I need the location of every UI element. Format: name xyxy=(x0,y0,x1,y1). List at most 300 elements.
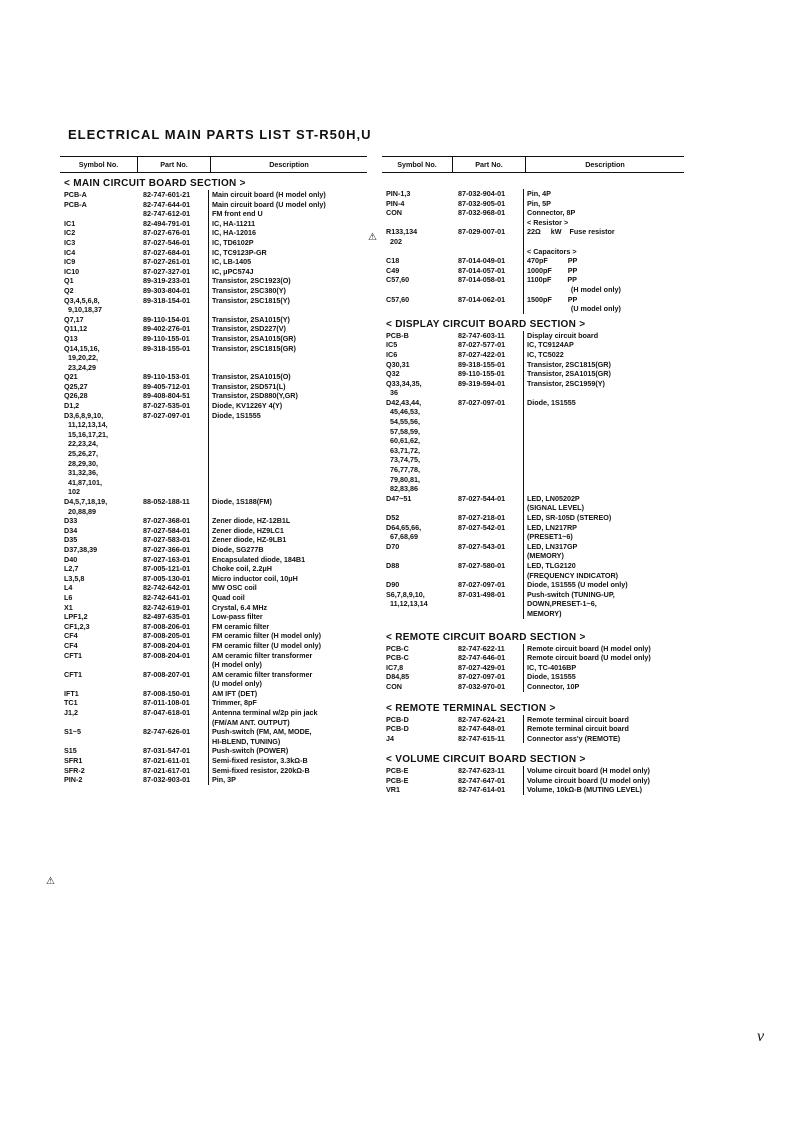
part-number-cell xyxy=(452,436,524,446)
description-header: Description xyxy=(585,159,625,169)
table-row xyxy=(60,698,367,708)
symbol-cell xyxy=(382,551,452,561)
symbol-cell xyxy=(382,503,452,513)
part-number-cell xyxy=(137,718,209,728)
symbol-cell xyxy=(382,218,452,228)
symbol-cell: 11,12,13,14, xyxy=(64,420,108,430)
description-cell: Pin, 5P xyxy=(527,198,551,208)
table-row xyxy=(60,535,367,545)
symbol-header: Symbol No. xyxy=(60,157,138,172)
part-number-cell: 82-747-615-11 xyxy=(452,734,524,744)
symbol-cell: L4 xyxy=(64,583,73,593)
table-row xyxy=(60,382,367,392)
symbol-cell: Q25,27 xyxy=(64,381,88,391)
part-number-cell xyxy=(452,304,524,314)
description-cell: Remote terminal circuit board xyxy=(527,714,629,724)
description-cell xyxy=(209,305,367,315)
part-number-cell: 87-027-584-01 xyxy=(137,526,209,536)
remote-circuit-board-rows xyxy=(382,644,684,692)
table-row xyxy=(60,651,367,661)
symbol-cell: CON xyxy=(386,208,402,218)
symbol-cell: D47~51 xyxy=(386,493,412,503)
symbol-cell: D33 xyxy=(64,516,78,526)
symbol-cell: Q3,4,5,6,8, xyxy=(64,295,100,305)
part-number-cell: 87-014-062-01 xyxy=(452,295,524,305)
safety-warning-icon: ⚠ xyxy=(368,232,377,243)
table-row xyxy=(60,401,367,411)
table-row xyxy=(60,267,367,277)
description-cell: IC, TC-4016BP xyxy=(527,662,577,672)
description-cell: (U model only) xyxy=(212,679,262,689)
table-row xyxy=(60,766,367,776)
description-cell: Volume, 10kΩ-B (MUTING LEVEL) xyxy=(527,785,643,795)
table-row xyxy=(60,746,367,756)
part-number-cell: 82-747-603-11 xyxy=(452,331,524,341)
symbol-cell: PCB-A xyxy=(64,190,87,199)
description-cell: Diode, KV1226Y 4(Y) xyxy=(212,401,283,411)
table-row xyxy=(382,388,684,398)
table-row xyxy=(60,305,367,315)
symbol-cell xyxy=(382,247,452,257)
symbol-cell: PCB-D xyxy=(386,714,409,724)
part-number-cell xyxy=(137,459,209,469)
table-row xyxy=(382,599,684,609)
part-number-cell: 87-027-422-01 xyxy=(452,350,524,360)
table-row xyxy=(60,296,367,306)
table-row xyxy=(382,218,684,228)
part-number-cell xyxy=(452,503,524,513)
symbol-cell: Q21 xyxy=(64,372,78,382)
table-row xyxy=(60,478,367,488)
description-cell xyxy=(524,427,684,437)
description-cell xyxy=(209,478,367,488)
description-cell: (SIGNAL LEVEL) xyxy=(527,503,584,513)
part-number-cell xyxy=(137,737,209,747)
description-cell: IC, HA-12016 xyxy=(212,228,256,238)
symbol-cell: D4,5,7,18,19, xyxy=(64,497,108,506)
table-row xyxy=(60,439,367,449)
table-row xyxy=(382,247,684,257)
description-cell: Choke coil, 2.2μH xyxy=(212,564,272,574)
symbol-cell: PCB-C xyxy=(386,643,409,653)
description-cell: Connector, 10P xyxy=(527,681,580,691)
table-row xyxy=(60,622,367,632)
description-cell: LED, LN217RP xyxy=(527,522,577,532)
table-row xyxy=(60,708,367,718)
part-number-cell: 89-110-153-01 xyxy=(137,372,209,382)
part-number-cell: 87-011-108-01 xyxy=(137,698,209,708)
description-cell: FM ceramic filter xyxy=(212,621,270,631)
symbol-cell: C57,60 xyxy=(386,294,410,304)
part-number-cell: 87-008-207-01 xyxy=(137,670,209,680)
table-row xyxy=(60,574,367,584)
description-cell: < Resistor > xyxy=(527,217,569,227)
symbol-cell: PCB-D xyxy=(386,724,409,734)
table-row xyxy=(60,257,367,267)
table-row xyxy=(60,507,367,517)
part-number-cell: 89-318-154-01 xyxy=(137,296,209,306)
part-number-cell xyxy=(452,237,524,247)
symbol-cell: 60,61,62, xyxy=(386,436,420,446)
symbol-cell: CON xyxy=(386,681,402,691)
table-row xyxy=(382,227,684,237)
description-cell: FM front end U xyxy=(212,209,263,219)
symbol-cell: PCB-E xyxy=(386,766,409,776)
part-number-cell xyxy=(137,449,209,459)
part-number-cell xyxy=(452,475,524,485)
symbol-cell: D40 xyxy=(64,554,78,564)
description-cell: Connector, 8P xyxy=(527,208,576,218)
description-cell: AM ceramic filter transformer xyxy=(212,650,313,660)
symbol-cell: D84,85 xyxy=(386,672,410,682)
symbol-cell: CFT1 xyxy=(64,650,82,660)
symbol-cell: PCB-B xyxy=(386,330,409,340)
description-cell: LED, TLG2120 xyxy=(527,560,576,570)
part-number-cell xyxy=(452,532,524,542)
part-number-cell: 87-008-205-01 xyxy=(137,631,209,641)
description-cell: Transistor, 2SA1015(GR) xyxy=(527,369,611,379)
description-cell: IC, TD6102P xyxy=(212,237,254,247)
description-cell: IC, TC9123P-GR xyxy=(212,247,267,257)
symbol-cell: D3,6,8,9,10, xyxy=(64,410,104,420)
description-cell: (H model only) xyxy=(527,284,621,294)
description-cell: Antenna terminal w/2p pin jack xyxy=(212,708,318,718)
part-number-cell: 87-032-968-01 xyxy=(452,208,524,218)
symbol-cell: 202 xyxy=(386,236,402,246)
table-row xyxy=(60,209,367,219)
part-number-cell: 87-027-543-01 xyxy=(452,542,524,552)
symbol-cell: Q1 xyxy=(64,276,74,286)
symbol-cell: CF1,2,3 xyxy=(64,621,90,631)
symbol-cell: S1~5 xyxy=(64,727,81,737)
description-cell: Pin, 3P xyxy=(212,775,236,785)
part-number-cell xyxy=(452,609,524,619)
table-row xyxy=(60,631,367,641)
description-cell xyxy=(209,468,367,478)
description-cell: 1500pF PP xyxy=(527,294,578,304)
description-cell xyxy=(524,417,684,427)
symbol-cell: C18 xyxy=(386,256,400,266)
description-cell: FM ceramic filter (H model only) xyxy=(212,631,322,641)
description-cell xyxy=(209,487,367,497)
description-cell: Transistor, 2SC1815(GR) xyxy=(212,343,296,353)
part-number-cell: 87-027-218-01 xyxy=(452,513,524,523)
part-number-cell: 87-008-206-01 xyxy=(137,622,209,632)
symbol-cell: 15,16,17,21, xyxy=(64,429,108,439)
description-cell xyxy=(209,420,367,430)
description-cell: (FREQUENCY INDICATOR) xyxy=(527,570,619,580)
part-number-cell: 82-747-646-01 xyxy=(452,653,524,663)
symbol-cell: 25,26,27, xyxy=(64,449,98,459)
part-number-cell: 87-027-163-01 xyxy=(137,555,209,565)
part-number-cell xyxy=(452,455,524,465)
part-number-cell xyxy=(137,679,209,689)
description-cell: (U model only) xyxy=(527,304,621,314)
description-cell xyxy=(524,475,684,485)
part-number-cell: 89-318-155-01 xyxy=(137,344,209,354)
table-row xyxy=(382,199,684,209)
description-cell xyxy=(524,237,684,247)
right-parts-column xyxy=(382,156,684,795)
description-cell: Transistor, 2SD227(V) xyxy=(212,324,286,334)
part-number-cell: 87-027-366-01 xyxy=(137,545,209,555)
symbol-cell: 41,87,101, xyxy=(64,477,102,487)
description-cell: Transistor, 2SA1015(GR) xyxy=(212,333,296,343)
symbol-cell: Q2 xyxy=(64,285,74,295)
table-row xyxy=(382,523,684,533)
description-cell xyxy=(209,507,367,517)
table-row xyxy=(60,487,367,497)
table-row xyxy=(382,208,684,218)
description-cell: Diode, 1S1555 xyxy=(527,672,576,682)
description-cell: Push-switch (FM, AM, MODE, xyxy=(212,727,312,737)
part-number-cell: 89-408-804-51 xyxy=(137,391,209,401)
description-cell: DOWN,PRESET-1~6, xyxy=(527,599,597,609)
table-row xyxy=(60,583,367,593)
description-cell: AM ceramic filter transformer xyxy=(212,669,313,679)
description-cell xyxy=(524,446,684,456)
table-row xyxy=(382,256,684,266)
description-cell: Main circuit board (U model only) xyxy=(212,199,326,209)
table-row xyxy=(60,363,367,373)
table-row xyxy=(382,407,684,417)
part-number-cell xyxy=(452,484,524,494)
part-number-cell: 82-747-647-01 xyxy=(452,776,524,786)
part-number-cell: 82-742-619-01 xyxy=(137,603,209,613)
part-number-cell xyxy=(137,487,209,497)
table-row xyxy=(382,398,684,408)
part-number-cell: 87-032-905-01 xyxy=(452,199,524,209)
left-parts-column xyxy=(60,156,367,785)
description-cell xyxy=(209,353,367,363)
part-number-cell: 87-027-097-01 xyxy=(452,398,524,408)
symbol-cell: L6 xyxy=(64,592,73,602)
main-circuit-board-continued-rows xyxy=(382,189,684,314)
symbol-cell: CFT1 xyxy=(64,669,82,679)
symbol-cell: Q7,17 xyxy=(64,314,84,324)
description-cell: Diode, 1S188(FM) xyxy=(212,497,272,506)
symbol-cell: D88 xyxy=(386,560,400,570)
symbol-cell: Q13 xyxy=(64,333,78,343)
symbol-cell: PCB-E xyxy=(386,775,409,785)
description-cell: MW OSC coil xyxy=(212,583,257,593)
description-cell xyxy=(209,363,367,373)
table-row xyxy=(382,609,684,619)
symbol-cell: 19,20,22, xyxy=(64,353,98,363)
part-number-cell: 87-014-057-01 xyxy=(452,266,524,276)
description-cell xyxy=(209,459,367,469)
table-row xyxy=(382,551,684,561)
part-number-cell xyxy=(137,420,209,430)
symbol-cell: 23,24,29 xyxy=(64,362,96,372)
description-cell: HI-BLEND, TUNING) xyxy=(212,736,281,746)
description-cell: Volume circuit board (U model only) xyxy=(527,775,650,785)
part-number-cell: 87-027-327-01 xyxy=(137,267,209,277)
table-row xyxy=(60,276,367,286)
table-row xyxy=(60,219,367,229)
table-row xyxy=(382,427,684,437)
symbol-cell: Q32 xyxy=(386,369,400,379)
description-cell: Remote terminal circuit board xyxy=(527,724,629,734)
symbol-cell: R133,134 xyxy=(386,227,418,237)
symbol-cell: Q11,12 xyxy=(64,324,88,334)
symbol-cell: IC9 xyxy=(64,257,76,267)
part-number-cell: 87-032-970-01 xyxy=(452,682,524,692)
description-cell: < Capacitors > xyxy=(527,246,577,256)
symbol-cell: D70 xyxy=(386,541,400,551)
part-number-cell xyxy=(452,417,524,427)
description-cell: Zener diode, HZ9LC1 xyxy=(212,525,284,535)
symbol-cell: D35 xyxy=(64,535,78,545)
part-number-cell: 82-747-648-01 xyxy=(452,724,524,734)
symbol-cell: 73,74,75, xyxy=(386,455,420,465)
description-cell: IC, HA-11211 xyxy=(212,218,256,228)
description-cell xyxy=(524,455,684,465)
symbol-cell: D34 xyxy=(64,525,78,535)
symbol-cell: S6,7,8,9,10, xyxy=(386,589,425,599)
description-cell: Diode, SG277B xyxy=(212,544,264,554)
description-cell: Remote circuit board (H model only) xyxy=(527,643,651,653)
description-cell: Volume circuit board (H model only) xyxy=(527,766,650,776)
table-row xyxy=(382,644,684,654)
symbol-cell: IC2 xyxy=(64,228,76,238)
table-row xyxy=(382,360,684,370)
table-row xyxy=(60,200,367,210)
symbol-cell: PIN-2 xyxy=(64,775,83,785)
table-row xyxy=(60,670,367,680)
part-number-cell xyxy=(137,430,209,440)
table-row xyxy=(60,555,367,565)
table-row xyxy=(382,766,684,776)
remote-terminal-rows xyxy=(382,715,684,744)
symbol-cell: 67,68,69 xyxy=(386,532,418,542)
table-row xyxy=(382,580,684,590)
symbol-cell: IC5 xyxy=(386,340,398,350)
part-number-cell xyxy=(137,353,209,363)
description-cell: Transistor, 2SC1959(Y) xyxy=(527,378,605,388)
symbol-cell: D37,38,39 xyxy=(64,544,98,554)
symbol-cell: SFR1 xyxy=(64,756,83,766)
description-cell: MEMORY) xyxy=(527,608,562,618)
symbol-cell: 57,58,59, xyxy=(386,426,420,436)
part-number-cell: 82-747-644-01 xyxy=(137,200,209,210)
description-cell: Transistor, 2SD880(Y,GR) xyxy=(212,391,298,401)
symbol-cell: D64,65,66, xyxy=(386,522,422,532)
description-cell: Transistor, 2SC1815(GR) xyxy=(527,359,611,369)
description-cell xyxy=(524,484,684,494)
table-row xyxy=(382,590,684,600)
table-row xyxy=(382,571,684,581)
symbol-cell: S15 xyxy=(64,746,77,756)
left-table-header xyxy=(60,156,367,173)
symbol-cell: 82,83,86 xyxy=(386,484,418,494)
symbol-cell: D52 xyxy=(386,513,400,522)
part-number-cell: 87-008-150-01 xyxy=(137,689,209,699)
table-row xyxy=(382,682,684,692)
part-number-cell: 82-747-626-01 xyxy=(137,727,209,737)
symbol-cell: Q30,31 xyxy=(386,359,410,369)
part-number-cell: 87-031-547-01 xyxy=(137,746,209,756)
part-number-cell: 89-405-712-01 xyxy=(137,382,209,392)
symbol-cell xyxy=(60,209,137,219)
symbol-cell: VR1 xyxy=(386,785,400,795)
symbol-cell xyxy=(382,285,452,295)
part-number-cell: 82-494-791-01 xyxy=(137,219,209,229)
part-number-cell: 87-014-049-01 xyxy=(452,256,524,266)
table-row xyxy=(382,653,684,663)
table-row xyxy=(382,189,684,199)
table-row xyxy=(60,679,367,689)
symbol-cell: 36 xyxy=(386,388,398,398)
description-cell: IC, LB-1405 xyxy=(212,257,252,267)
table-row xyxy=(382,503,684,513)
description-cell xyxy=(209,449,367,459)
description-header: Description xyxy=(269,159,309,169)
symbol-cell: 11,12,13,14 xyxy=(386,599,428,609)
description-cell: Transistor, 2SD571(L) xyxy=(212,381,286,391)
part-number-cell: 87-027-261-01 xyxy=(137,257,209,267)
symbol-cell xyxy=(60,718,137,728)
table-row xyxy=(382,275,684,285)
part-number-cell xyxy=(452,446,524,456)
right-table-header xyxy=(382,156,684,173)
part-number-cell xyxy=(137,363,209,373)
part-number-cell: 87-027-429-01 xyxy=(452,663,524,673)
description-cell xyxy=(524,388,684,398)
description-cell: Transistor, 2SC1815(Y) xyxy=(212,295,290,305)
table-row xyxy=(382,455,684,465)
table-row xyxy=(382,417,684,427)
table-row xyxy=(60,497,367,507)
part-number-cell: 87-027-542-01 xyxy=(452,523,524,533)
part-number-cell: 87-005-130-01 xyxy=(137,574,209,584)
part-number-cell xyxy=(452,571,524,581)
description-cell: LED, LN05202P xyxy=(527,493,580,503)
symbol-cell: L3,5,8 xyxy=(64,573,85,583)
description-cell: Diode, 1S1555 xyxy=(212,410,261,420)
symbol-cell: 76,77,78, xyxy=(386,465,420,475)
remote-terminal-section-title: < REMOTE TERMINAL SECTION > xyxy=(386,702,556,714)
table-row xyxy=(60,411,367,421)
table-row xyxy=(60,603,367,613)
table-row xyxy=(382,436,684,446)
symbol-cell: IC10 xyxy=(64,266,80,276)
symbol-cell: IC1 xyxy=(64,218,76,228)
table-row xyxy=(382,734,684,744)
table-row xyxy=(60,190,367,200)
symbol-cell xyxy=(60,660,137,670)
part-number-cell: 87-027-097-01 xyxy=(137,411,209,421)
part-number-cell xyxy=(137,478,209,488)
table-row xyxy=(60,689,367,699)
part-number-cell: 89-110-154-01 xyxy=(137,315,209,325)
description-cell: (H model only) xyxy=(212,660,262,670)
description-cell: Transistor, 2SC1923(O) xyxy=(212,276,291,286)
symbol-cell: J1,2 xyxy=(64,708,78,718)
description-cell: 22Ω kW Fuse resistor xyxy=(527,227,615,237)
table-row xyxy=(382,484,684,494)
description-cell: Low-pass filter xyxy=(212,612,263,622)
part-number-cell: 82-742-642-01 xyxy=(137,583,209,593)
description-cell: 470pF PP xyxy=(527,256,578,266)
table-row xyxy=(60,449,367,459)
description-cell: Connector ass'y (REMOTE) xyxy=(527,733,621,743)
table-row xyxy=(60,468,367,478)
table-row xyxy=(382,542,684,552)
symbol-cell: Q26,28 xyxy=(64,391,88,401)
part-number-cell xyxy=(452,427,524,437)
part-number-cell: 89-110-155-01 xyxy=(137,334,209,344)
